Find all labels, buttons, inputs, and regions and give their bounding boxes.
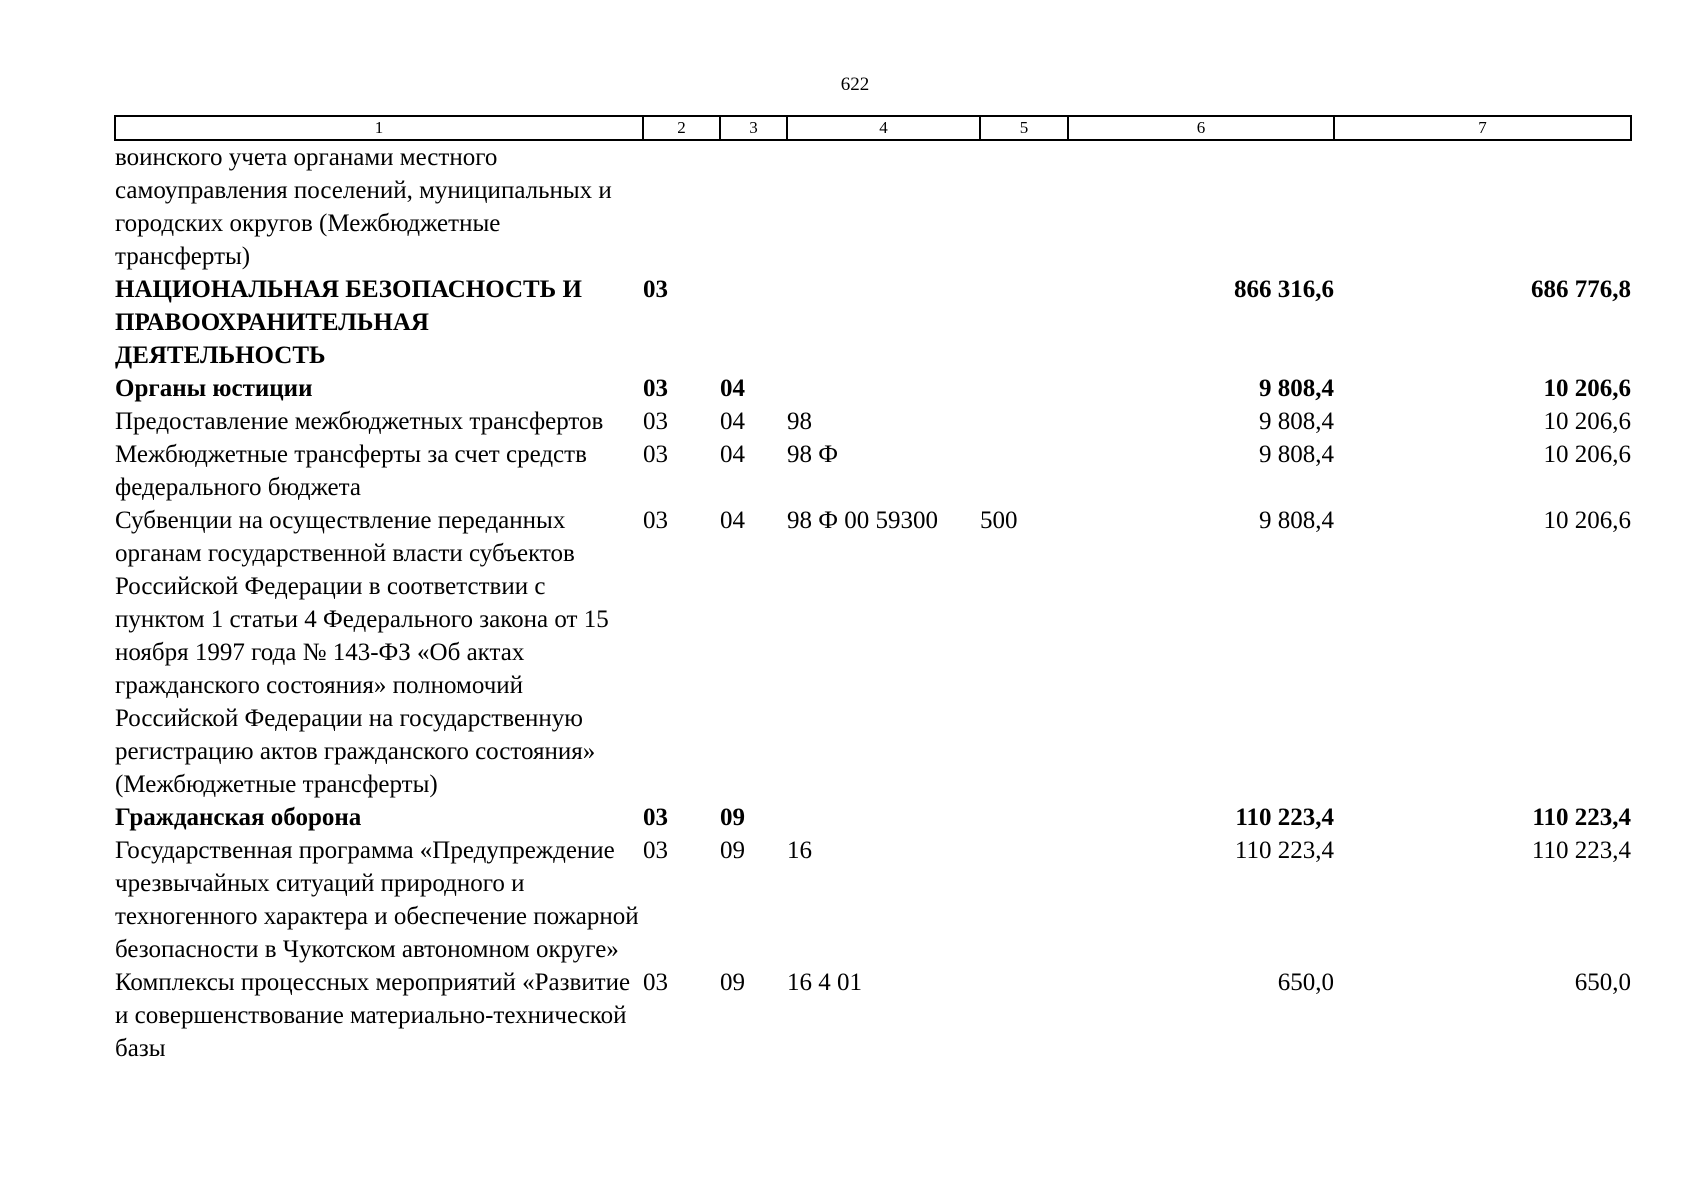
row-subsection: 09 xyxy=(720,969,745,996)
row-target-article xyxy=(787,140,980,273)
row-name: Предоставление межбюджетных трансфертов xyxy=(115,408,604,435)
row-amount-1: 110 223,4 xyxy=(1234,837,1334,864)
row-section: 03 xyxy=(643,276,668,303)
table-row xyxy=(115,372,1631,405)
table-row xyxy=(115,966,1631,1065)
row-name: Комплексы процессных мероприятий «Развитие и совершенствование материально-технической базы xyxy=(115,969,631,1062)
page-number: 622 xyxy=(840,74,870,95)
row-target-article xyxy=(787,273,980,372)
row-target-article xyxy=(787,801,980,834)
row-section: 03 xyxy=(643,837,668,864)
row-target-article xyxy=(787,372,980,405)
row-subsection: 09 xyxy=(720,804,745,831)
row-subsection: 04 xyxy=(720,507,745,534)
row-name: Гражданская оборона xyxy=(115,804,362,831)
table-body xyxy=(115,140,1631,1065)
budget-table xyxy=(114,115,1632,1065)
row-amount-2: 10 206,6 xyxy=(1543,507,1631,534)
row-expense-type xyxy=(980,966,1068,1065)
row-expense-type xyxy=(980,834,1068,966)
row-subsection xyxy=(720,273,787,372)
row-amount-1 xyxy=(1068,140,1334,273)
row-target-article: 98 Ф 00 59300 xyxy=(787,507,939,534)
row-section: 03 xyxy=(643,441,668,468)
row-expense-type xyxy=(980,273,1068,372)
row-amount-2: 650,0 xyxy=(1574,969,1631,996)
row-name: Межбюджетные трансферты за счет средств федерального бюджета xyxy=(115,441,587,501)
row-amount-1: 9 808,4 xyxy=(1259,507,1334,534)
row-expense-type xyxy=(980,405,1068,438)
row-amount-1: 9 808,4 xyxy=(1259,375,1334,402)
column-header-2: 2 xyxy=(643,116,720,140)
column-header-4: 4 xyxy=(787,116,980,140)
row-amount-1: 650,0 xyxy=(1277,969,1334,996)
table-row xyxy=(115,273,1631,372)
row-target-article: 16 xyxy=(787,837,812,864)
row-section: 03 xyxy=(643,804,668,831)
row-subsection: 04 xyxy=(720,375,745,402)
row-name: НАЦИОНАЛЬНАЯ БЕЗОПАСНОСТЬ И ПРАВООХРАНИТЕЛЬНАЯ ДЕЯТЕЛЬНОСТЬ xyxy=(115,276,582,369)
table-row xyxy=(115,504,1631,801)
column-header-6: 6 xyxy=(1068,116,1334,140)
row-subsection: 09 xyxy=(720,837,745,864)
row-amount-2 xyxy=(1334,140,1631,273)
row-target-article: 98 Ф xyxy=(787,441,839,468)
row-amount-1: 866 316,6 xyxy=(1234,276,1334,303)
table-row xyxy=(115,140,1631,273)
row-name: Субвенции на осуществление переданных органам государственной власти субъектов Российской Федерации в соответствии с пунктом 1 статьи 4 Федерального закона от 15 ноября 1997 года № 143-ФЗ «Об актах гражданского состояния» полномочий Российской Федерации на государственную регистрацию актов гражданского состояния» (Межбюджетные трансферты) xyxy=(115,507,609,798)
row-expense-type xyxy=(980,801,1068,834)
column-header-1: 1 xyxy=(115,116,643,140)
row-amount-2: 10 206,6 xyxy=(1543,441,1631,468)
header-row xyxy=(115,116,1631,140)
row-section: 03 xyxy=(643,375,668,402)
column-header-7: 7 xyxy=(1334,116,1631,140)
row-section: 03 xyxy=(643,408,668,435)
row-amount-1: 9 808,4 xyxy=(1259,441,1334,468)
row-section: 03 xyxy=(643,969,668,996)
row-expense-type: 500 xyxy=(980,507,1018,534)
row-expense-type xyxy=(980,140,1068,273)
row-subsection: 04 xyxy=(720,408,745,435)
row-amount-2: 10 206,6 xyxy=(1543,375,1631,402)
row-amount-2: 686 776,8 xyxy=(1531,276,1631,303)
row-expense-type xyxy=(980,372,1068,405)
row-amount-1: 9 808,4 xyxy=(1259,408,1334,435)
row-section xyxy=(643,140,720,273)
row-subsection: 04 xyxy=(720,441,745,468)
table-row xyxy=(115,801,1631,834)
row-amount-2: 110 223,4 xyxy=(1531,837,1631,864)
column-header-5: 5 xyxy=(980,116,1068,140)
column-header-3: 3 xyxy=(720,116,787,140)
row-name: Государственная программа «Предупреждение чрезвычайных ситуаций природного и техногенного характера и обеспечение пожарной безопасности в Чукотском автономном округе» xyxy=(115,837,639,963)
row-amount-2: 10 206,6 xyxy=(1543,408,1631,435)
table-header xyxy=(115,116,1631,140)
row-name: Органы юстиции xyxy=(115,375,313,402)
row-amount-2: 110 223,4 xyxy=(1532,804,1631,831)
row-target-article: 98 xyxy=(787,408,812,435)
row-section: 03 xyxy=(643,507,668,534)
row-amount-1: 110 223,4 xyxy=(1235,804,1334,831)
row-name: воинского учета органами местного самоуправления поселений, муниципальных и городских округов (Межбюджетные трансферты) xyxy=(115,144,612,270)
table-row xyxy=(115,438,1631,504)
table-row xyxy=(115,405,1631,438)
row-expense-type xyxy=(980,438,1068,504)
table-row xyxy=(115,834,1631,966)
row-subsection xyxy=(720,140,787,273)
row-target-article: 16 4 01 xyxy=(787,969,862,996)
